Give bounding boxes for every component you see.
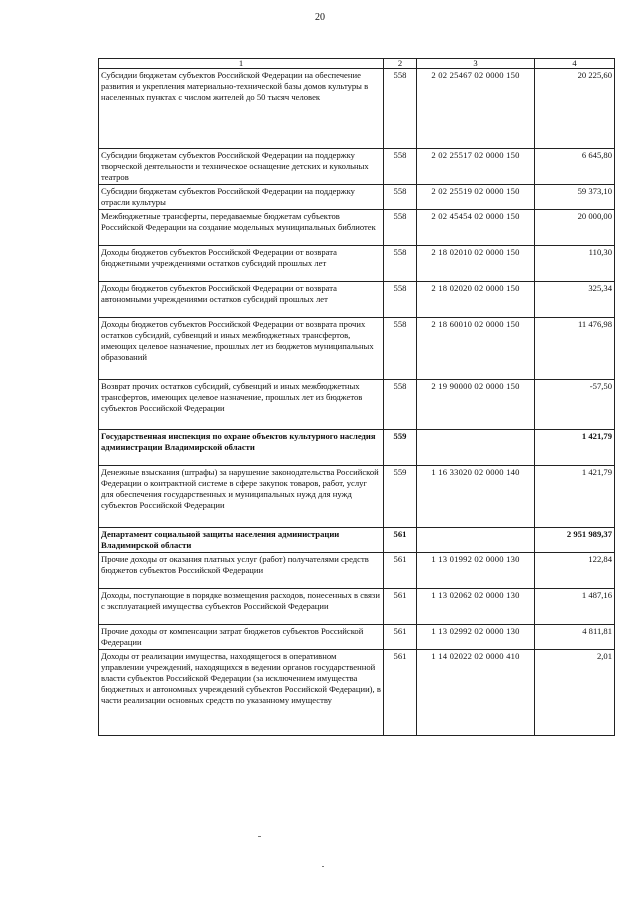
row-budget-code-cell: 2 19 90000 02 0000 150 xyxy=(417,380,535,430)
row-amount-cell: 59 373,10 xyxy=(535,185,615,210)
row-budget-code-cell xyxy=(417,430,535,466)
row-name-cell: Государственная инспекция по охране объектов культурного наследия администрации Владимирской области xyxy=(99,430,384,466)
table-row xyxy=(99,553,615,589)
row-budget-code-cell: 1 13 02062 02 0000 130 xyxy=(417,589,535,625)
row-admin-code-cell: 558 xyxy=(384,210,417,246)
row-admin-code-cell: 561 xyxy=(384,650,417,736)
table-row xyxy=(99,430,615,466)
column-header-1: 1 xyxy=(99,59,384,69)
row-admin-code-cell: 558 xyxy=(384,380,417,430)
row-amount-cell: -57,50 xyxy=(535,380,615,430)
row-budget-code-cell: 1 13 01992 02 0000 130 xyxy=(417,553,535,589)
row-budget-code-cell: 1 16 33020 02 0000 140 xyxy=(417,466,535,528)
row-budget-code-cell: 2 18 60010 02 0000 150 xyxy=(417,318,535,380)
row-admin-code-cell: 561 xyxy=(384,528,417,553)
column-header-2: 2 xyxy=(384,59,417,69)
table-row xyxy=(99,282,615,318)
row-budget-code-cell xyxy=(417,528,535,553)
row-amount-cell: 20 000,00 xyxy=(535,210,615,246)
row-amount-cell: 1 487,16 xyxy=(535,589,615,625)
table-row xyxy=(99,149,615,185)
row-name-cell: Доходы от реализации имущества, находящегося в оперативном управлении учреждений, находящихся в ведении органов государственной власти субъектов Российской Федерации (за исключением имущества бюджетных и автономных учреждений субъектов Российской Федерации), в части реализации основных средств по указанному имуществу xyxy=(99,650,384,736)
row-name-cell: Субсидии бюджетам субъектов Российской Федерации на поддержку отрасли культуры xyxy=(99,185,384,210)
row-amount-cell: 11 476,98 xyxy=(535,318,615,380)
scan-speck xyxy=(258,836,261,837)
table-row xyxy=(99,528,615,553)
row-name-cell: Межбюджетные трансферты, передаваемые бюджетам субъектов Российской Федерации на создание модельных муниципальных библиотек xyxy=(99,210,384,246)
row-admin-code-cell: 561 xyxy=(384,589,417,625)
row-name-cell: Субсидии бюджетам субъектов Российской Федерации на обеспечение развития и укрепления материально-технической базы домов культуры в населенных пунктах с числом жителей до 50 тысяч человек xyxy=(99,69,384,149)
row-admin-code-cell: 558 xyxy=(384,318,417,380)
row-amount-cell: 6 645,80 xyxy=(535,149,615,185)
row-name-cell: Доходы бюджетов субъектов Российской Федерации от возврата автономными учреждениями остатков субсидий прошлых лет xyxy=(99,282,384,318)
row-admin-code-cell: 561 xyxy=(384,625,417,650)
row-amount-cell: 2 951 989,37 xyxy=(535,528,615,553)
row-admin-code-cell: 558 xyxy=(384,69,417,149)
table-row xyxy=(99,380,615,430)
row-amount-cell: 325,34 xyxy=(535,282,615,318)
row-amount-cell: 110,30 xyxy=(535,246,615,282)
table-row xyxy=(99,69,615,149)
row-name-cell: Доходы, поступающие в порядке возмещения расходов, понесенных в связи с эксплуатацией имущества субъектов Российской Федерации xyxy=(99,589,384,625)
row-amount-cell: 2,01 xyxy=(535,650,615,736)
row-budget-code-cell: 2 02 45454 02 0000 150 xyxy=(417,210,535,246)
row-amount-cell: 1 421,79 xyxy=(535,466,615,528)
table-row xyxy=(99,650,615,736)
table-row xyxy=(99,246,615,282)
table-body xyxy=(99,69,615,736)
table-row xyxy=(99,466,615,528)
scan-speck xyxy=(322,866,324,867)
column-header-4: 4 xyxy=(535,59,615,69)
row-admin-code-cell: 558 xyxy=(384,246,417,282)
row-name-cell: Департамент социальной защиты населения администрации Владимирской области xyxy=(99,528,384,553)
column-header-3: 3 xyxy=(417,59,535,69)
row-name-cell: Возврат прочих остатков субсидий, субвенций и иных межбюджетных трансфертов, имеющих целевое назначение, прошлых лет из бюджетов субъектов Российской Федерации xyxy=(99,380,384,430)
table-row xyxy=(99,185,615,210)
row-admin-code-cell: 558 xyxy=(384,149,417,185)
row-admin-code-cell: 559 xyxy=(384,430,417,466)
table-header-row xyxy=(99,59,615,69)
table-row xyxy=(99,625,615,650)
row-budget-code-cell: 1 14 02022 02 0000 410 xyxy=(417,650,535,736)
row-admin-code-cell: 559 xyxy=(384,466,417,528)
row-admin-code-cell: 558 xyxy=(384,185,417,210)
row-amount-cell: 20 225,60 xyxy=(535,69,615,149)
row-amount-cell: 4 811,81 xyxy=(535,625,615,650)
row-budget-code-cell: 2 18 02010 02 0000 150 xyxy=(417,246,535,282)
row-budget-code-cell: 2 18 02020 02 0000 150 xyxy=(417,282,535,318)
row-name-cell: Субсидии бюджетам субъектов Российской Федерации на поддержку творческой деятельности и техническое оснащение детских и кукольных театров xyxy=(99,149,384,185)
row-budget-code-cell: 1 13 02992 02 0000 130 xyxy=(417,625,535,650)
row-name-cell: Денежные взыскания (штрафы) за нарушение законодательства Российской Федерации о контрактной системе в сфере закупок товаров, работ, услуг для обеспечения государственных и муниципальных нужд для нужд субъектов Российской Федерации xyxy=(99,466,384,528)
row-admin-code-cell: 558 xyxy=(384,282,417,318)
row-budget-code-cell: 2 02 25517 02 0000 150 xyxy=(417,149,535,185)
revenue-table xyxy=(98,58,615,736)
row-name-cell: Прочие доходы от оказания платных услуг (работ) получателями средств бюджетов субъектов Российской Федерации xyxy=(99,553,384,589)
row-name-cell: Прочие доходы от компенсации затрат бюджетов субъектов Российской Федерации xyxy=(99,625,384,650)
row-amount-cell: 122,84 xyxy=(535,553,615,589)
row-name-cell: Доходы бюджетов субъектов Российской Федерации от возврата прочих остатков субсидий, субвенций и иных межбюджетных трансфертов, имеющих целевое назначение, прошлых лет из бюджетов муниципальных образований xyxy=(99,318,384,380)
page-number: 20 xyxy=(315,12,325,23)
table-row xyxy=(99,210,615,246)
row-admin-code-cell: 561 xyxy=(384,553,417,589)
row-name-cell: Доходы бюджетов субъектов Российской Федерации от возврата бюджетными учреждениями остатков субсидий прошлых лет xyxy=(99,246,384,282)
row-budget-code-cell: 2 02 25467 02 0000 150 xyxy=(417,69,535,149)
table-row xyxy=(99,589,615,625)
row-budget-code-cell: 2 02 25519 02 0000 150 xyxy=(417,185,535,210)
row-amount-cell: 1 421,79 xyxy=(535,430,615,466)
table-row xyxy=(99,318,615,380)
